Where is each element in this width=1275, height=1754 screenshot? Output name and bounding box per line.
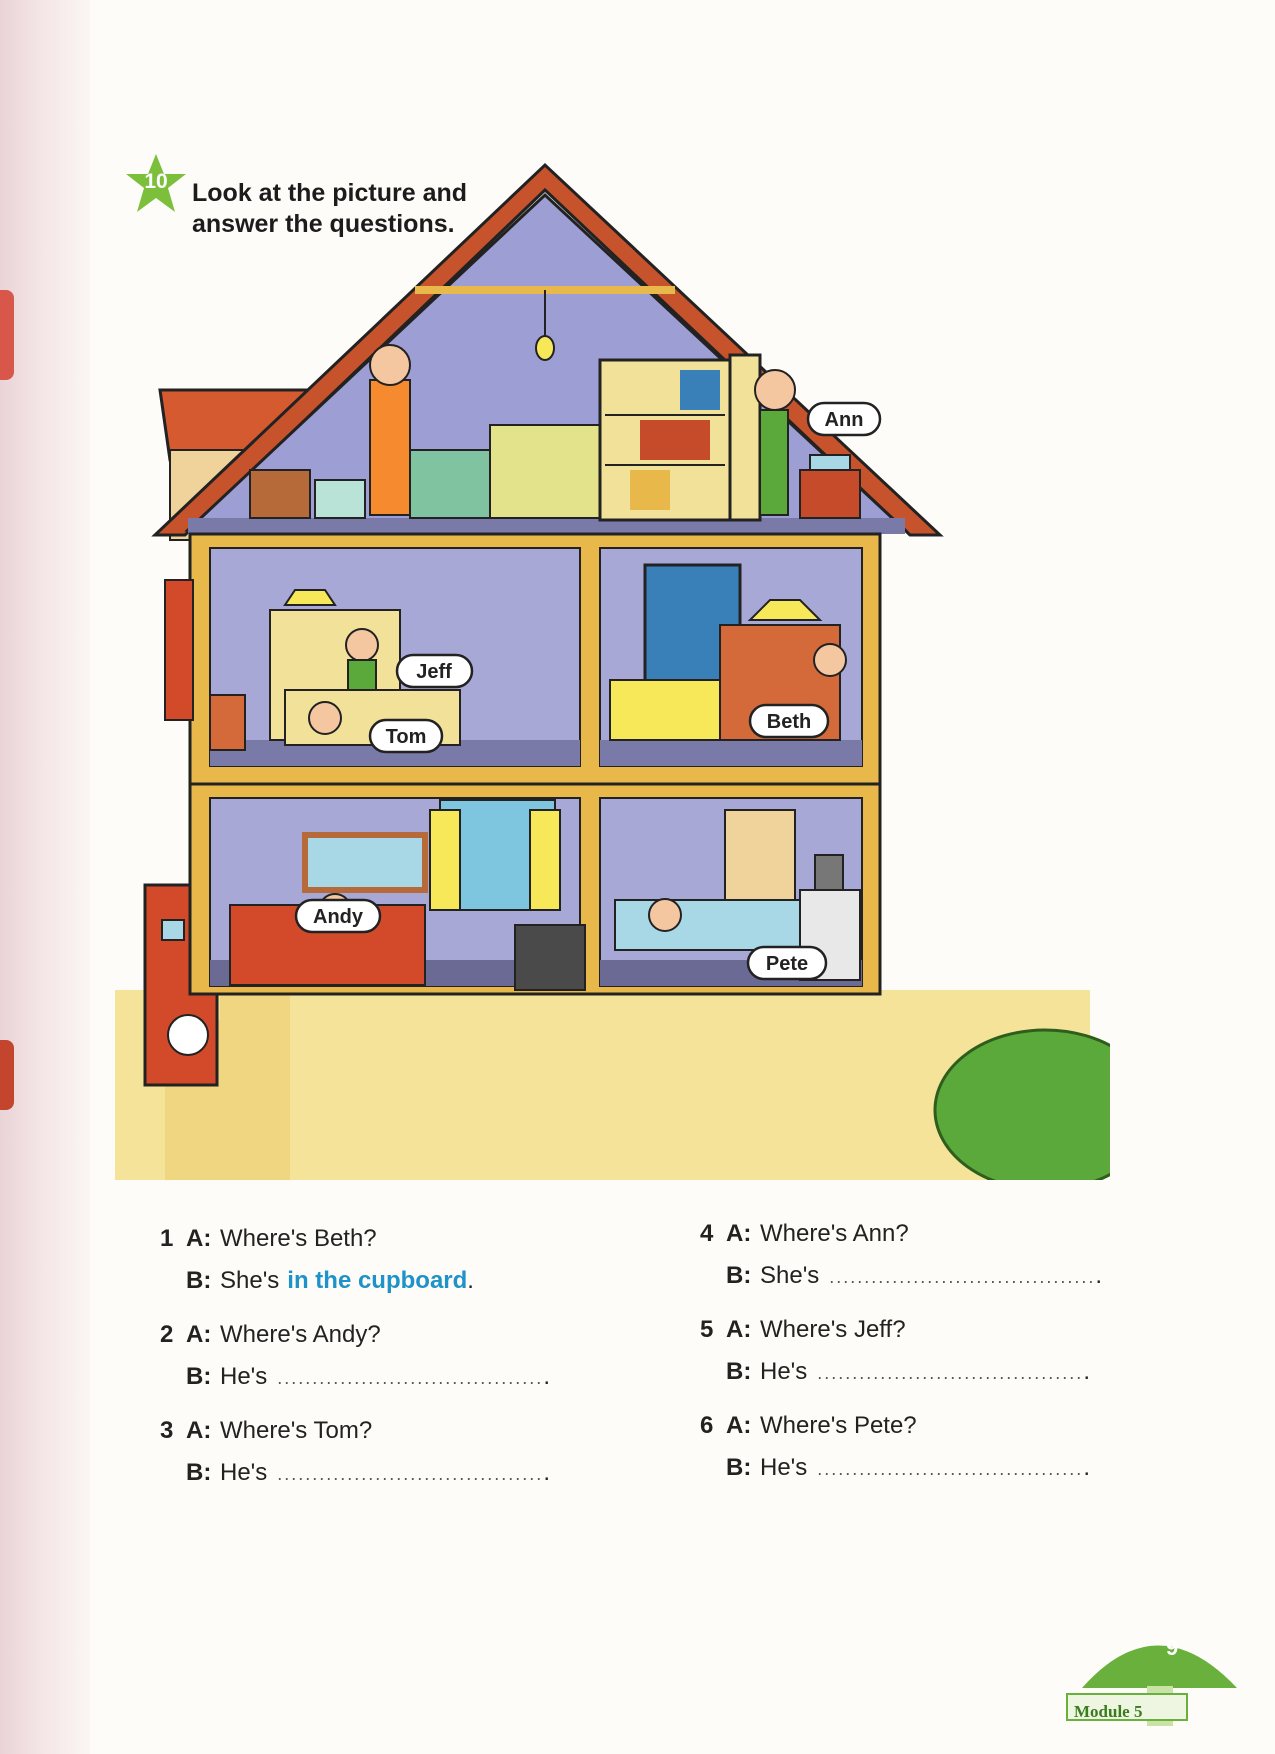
- questions-right-column: [700, 1220, 1102, 1496]
- answer-lead: He's: [220, 1459, 268, 1486]
- boy-in-attic: [370, 380, 410, 515]
- tom-figure: [309, 702, 341, 734]
- house-illustration: [110, 150, 1110, 1180]
- question-number: 4: [700, 1220, 714, 1247]
- answer-end: .: [467, 1267, 474, 1294]
- question-item: [700, 1316, 1102, 1400]
- instruction-line: Look at the picture and: [192, 179, 468, 207]
- answer-blank[interactable]: ......................................: [817, 1459, 1084, 1479]
- name-tag-jeff: [397, 655, 472, 687]
- speaker-a-label: A:: [726, 1220, 752, 1247]
- question-text: Where's Beth?: [220, 1225, 377, 1252]
- answer-blank[interactable]: ......................................: [277, 1368, 544, 1388]
- attic-box: [800, 470, 860, 518]
- pete-figure: [649, 899, 681, 931]
- answer-blank[interactable]: ......................................: [829, 1267, 1096, 1287]
- books: [630, 470, 670, 510]
- name-label: Andy: [313, 906, 363, 928]
- mirror: [305, 835, 425, 890]
- instruction-line: answer the questions.: [192, 210, 455, 238]
- answer-blank[interactable]: ......................................: [817, 1363, 1084, 1383]
- window-shutter: [165, 580, 193, 720]
- example-answer: in the cupboard: [287, 1267, 468, 1294]
- boy-head: [370, 345, 410, 385]
- question-number: 5: [700, 1316, 714, 1343]
- exercise-number: 10: [144, 170, 168, 193]
- bedside-table: [210, 695, 245, 750]
- question-number: 1: [160, 1225, 174, 1252]
- jeff-figure: [346, 629, 378, 661]
- question-text: Where's Pete?: [760, 1412, 917, 1439]
- answer-end: .: [543, 1363, 550, 1390]
- kitchen-door: [725, 810, 795, 905]
- books: [680, 370, 720, 410]
- name-tag-tom: [370, 720, 442, 752]
- answer-lead: She's: [760, 1262, 820, 1289]
- attic-floor: [188, 518, 905, 534]
- answer-lead: He's: [760, 1358, 808, 1385]
- box: [315, 480, 365, 518]
- name-tag-ann: [808, 403, 880, 435]
- television: [515, 925, 585, 990]
- name-tag-beth: [750, 705, 828, 737]
- speaker-b-label: B:: [186, 1363, 212, 1390]
- bookcase-door: [730, 355, 760, 520]
- speaker-a-label: A:: [186, 1321, 212, 1348]
- question-number: 3: [160, 1417, 174, 1444]
- facing-page-edge: [0, 1040, 14, 1110]
- table: [615, 900, 805, 950]
- pot: [815, 855, 843, 890]
- bed-headboard: [490, 425, 610, 518]
- answer-end: .: [1083, 1454, 1090, 1481]
- light-bulb: [536, 336, 554, 360]
- question-item: [700, 1412, 1102, 1496]
- bed: [610, 680, 720, 740]
- answer-lead: She's: [220, 1267, 280, 1294]
- name-label: Jeff: [416, 661, 452, 683]
- module-label: Module 5: [1074, 1702, 1143, 1721]
- page-footer: [1062, 1618, 1252, 1743]
- speaker-b-label: B:: [186, 1459, 212, 1486]
- name-label: Ann: [824, 409, 864, 431]
- question-number: 2: [160, 1321, 174, 1348]
- curtain: [530, 810, 560, 910]
- question-item: [160, 1321, 550, 1405]
- answer-end: .: [1083, 1358, 1090, 1385]
- name-tag-andy: [296, 900, 380, 932]
- bedroom-right-floor: [600, 740, 862, 766]
- page-number: 9: [1166, 1635, 1179, 1660]
- curtain: [430, 810, 460, 910]
- answer-end: .: [543, 1459, 550, 1486]
- question-item: [160, 1225, 550, 1309]
- ann-figure: [755, 370, 795, 410]
- books: [640, 420, 710, 460]
- answer-lead: He's: [760, 1454, 808, 1481]
- attic-box-lid: [810, 455, 850, 470]
- chest: [250, 470, 310, 518]
- speaker-b-label: B:: [726, 1262, 752, 1289]
- answer-lead: He's: [220, 1363, 268, 1390]
- question-text: Where's Ann?: [760, 1220, 909, 1247]
- speaker-a-label: A:: [726, 1316, 752, 1343]
- speaker-a-label: A:: [726, 1412, 752, 1439]
- questions-left-column: [160, 1225, 550, 1501]
- answer-end: .: [1095, 1262, 1103, 1289]
- question-number: 6: [700, 1412, 714, 1439]
- speaker-a-label: A:: [186, 1417, 212, 1444]
- speaker-a-label: A:: [186, 1225, 212, 1252]
- speaker-b-label: B:: [186, 1267, 212, 1294]
- answer-blank[interactable]: ......................................: [277, 1464, 544, 1484]
- beth-figure: [814, 644, 846, 676]
- page-binding-shadow: [0, 0, 90, 1754]
- question-text: Where's Andy?: [220, 1321, 381, 1348]
- speaker-b-label: B:: [726, 1454, 752, 1481]
- question-text: Where's Tom?: [220, 1417, 373, 1444]
- question-text: Where's Jeff?: [760, 1316, 906, 1343]
- question-item: [700, 1220, 1102, 1304]
- name-tag-pete: [748, 947, 826, 979]
- door-window: [162, 920, 184, 940]
- question-item: [160, 1417, 550, 1501]
- name-label: Tom: [385, 726, 427, 748]
- ann-body: [760, 410, 788, 515]
- name-label: Pete: [765, 953, 809, 975]
- dog: [168, 1015, 208, 1055]
- ceiling-lamp: [285, 590, 335, 605]
- facing-page-edge: [0, 290, 14, 380]
- speaker-b-label: B:: [726, 1358, 752, 1385]
- name-label: Beth: [766, 711, 812, 733]
